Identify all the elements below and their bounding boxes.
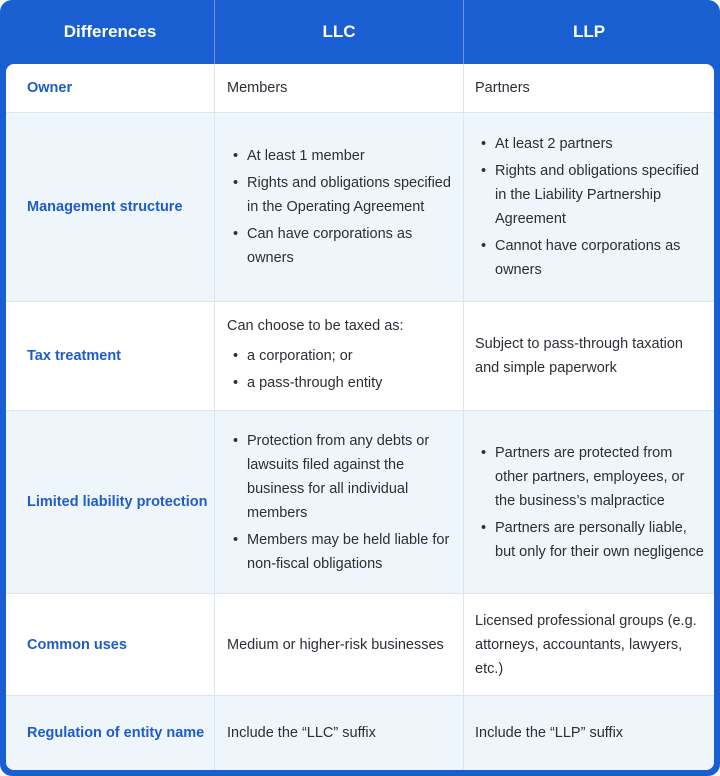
header-llp: LLP xyxy=(463,0,714,64)
list-item: • Rights and obligations specified in the Operating Agreement xyxy=(227,171,453,219)
list-item: • At least 1 member xyxy=(227,144,453,168)
llp-cell xyxy=(463,113,714,301)
cell-text: Medium or higher-risk businesses xyxy=(227,636,444,653)
llc-cell xyxy=(214,64,463,112)
bullet-list xyxy=(227,141,453,273)
list-item: • a corporation; or xyxy=(227,344,453,368)
header-differences: Differences xyxy=(63,22,157,41)
list-item: • a pass-through entity xyxy=(227,371,453,395)
bullet-list xyxy=(475,129,704,285)
row-label: Tax treatment xyxy=(27,348,122,364)
list-item: • Protection from any debts or lawsuits filed against the business for all individual members xyxy=(227,429,453,525)
llc-cell xyxy=(214,411,463,593)
table-body xyxy=(6,64,714,770)
header-llc: LLC xyxy=(214,0,463,64)
llc-cell xyxy=(214,696,463,770)
row-label: Common uses xyxy=(27,636,127,653)
llc-cell xyxy=(214,113,463,301)
table-row-liability xyxy=(6,411,714,594)
list-item: • Rights and obligations specified in the Liability Partnership Agreement xyxy=(475,159,704,231)
bullet-list xyxy=(227,341,453,398)
list-item: • Partners are personally liable, but only for their own negligence xyxy=(475,516,704,564)
table-row-regulation xyxy=(6,696,714,770)
table-row-management xyxy=(6,113,714,302)
llp-cell xyxy=(463,411,714,593)
row-label: Regulation of entity name xyxy=(27,725,205,741)
table-row-common-uses xyxy=(6,594,714,696)
llp-cell xyxy=(463,302,714,410)
row-label: Owner xyxy=(27,80,73,96)
row-label: Management structure xyxy=(27,199,183,215)
llp-cell xyxy=(463,594,714,695)
cell-text: Subject to pass-through taxation and simple paperwork xyxy=(475,336,683,376)
bullet-list xyxy=(475,438,704,567)
list-item: • Cannot have corporations as owners xyxy=(475,234,704,282)
cell-text: Members xyxy=(227,80,288,96)
llp-cell xyxy=(463,696,714,770)
cell-text: Licensed professional groups (e.g. attorneys, accountants, lawyers, etc.) xyxy=(475,612,697,677)
llc-cell xyxy=(214,594,463,695)
list-item: • Members may be held liable for non-fiscal obligations xyxy=(227,528,453,576)
list-item: • Partners are protected from other partners, employees, or the business’s malpractice xyxy=(475,441,704,513)
cell-text: Can choose to be taxed as: xyxy=(227,318,404,334)
table-row-tax xyxy=(6,302,714,411)
bullet-list xyxy=(227,426,453,579)
llp-cell xyxy=(463,64,714,112)
table-header xyxy=(6,0,714,64)
cell-text: Partners xyxy=(475,80,530,96)
list-item: • Can have corporations as owners xyxy=(227,222,453,270)
table-row-owner xyxy=(6,64,714,113)
llc-cell xyxy=(214,302,463,410)
row-label: Limited liability protection xyxy=(27,494,208,510)
list-item: • At least 2 partners xyxy=(475,132,704,156)
cell-text: Include the “LLC” suffix xyxy=(227,725,376,741)
cell-text: Include the “LLP” suffix xyxy=(475,725,624,741)
